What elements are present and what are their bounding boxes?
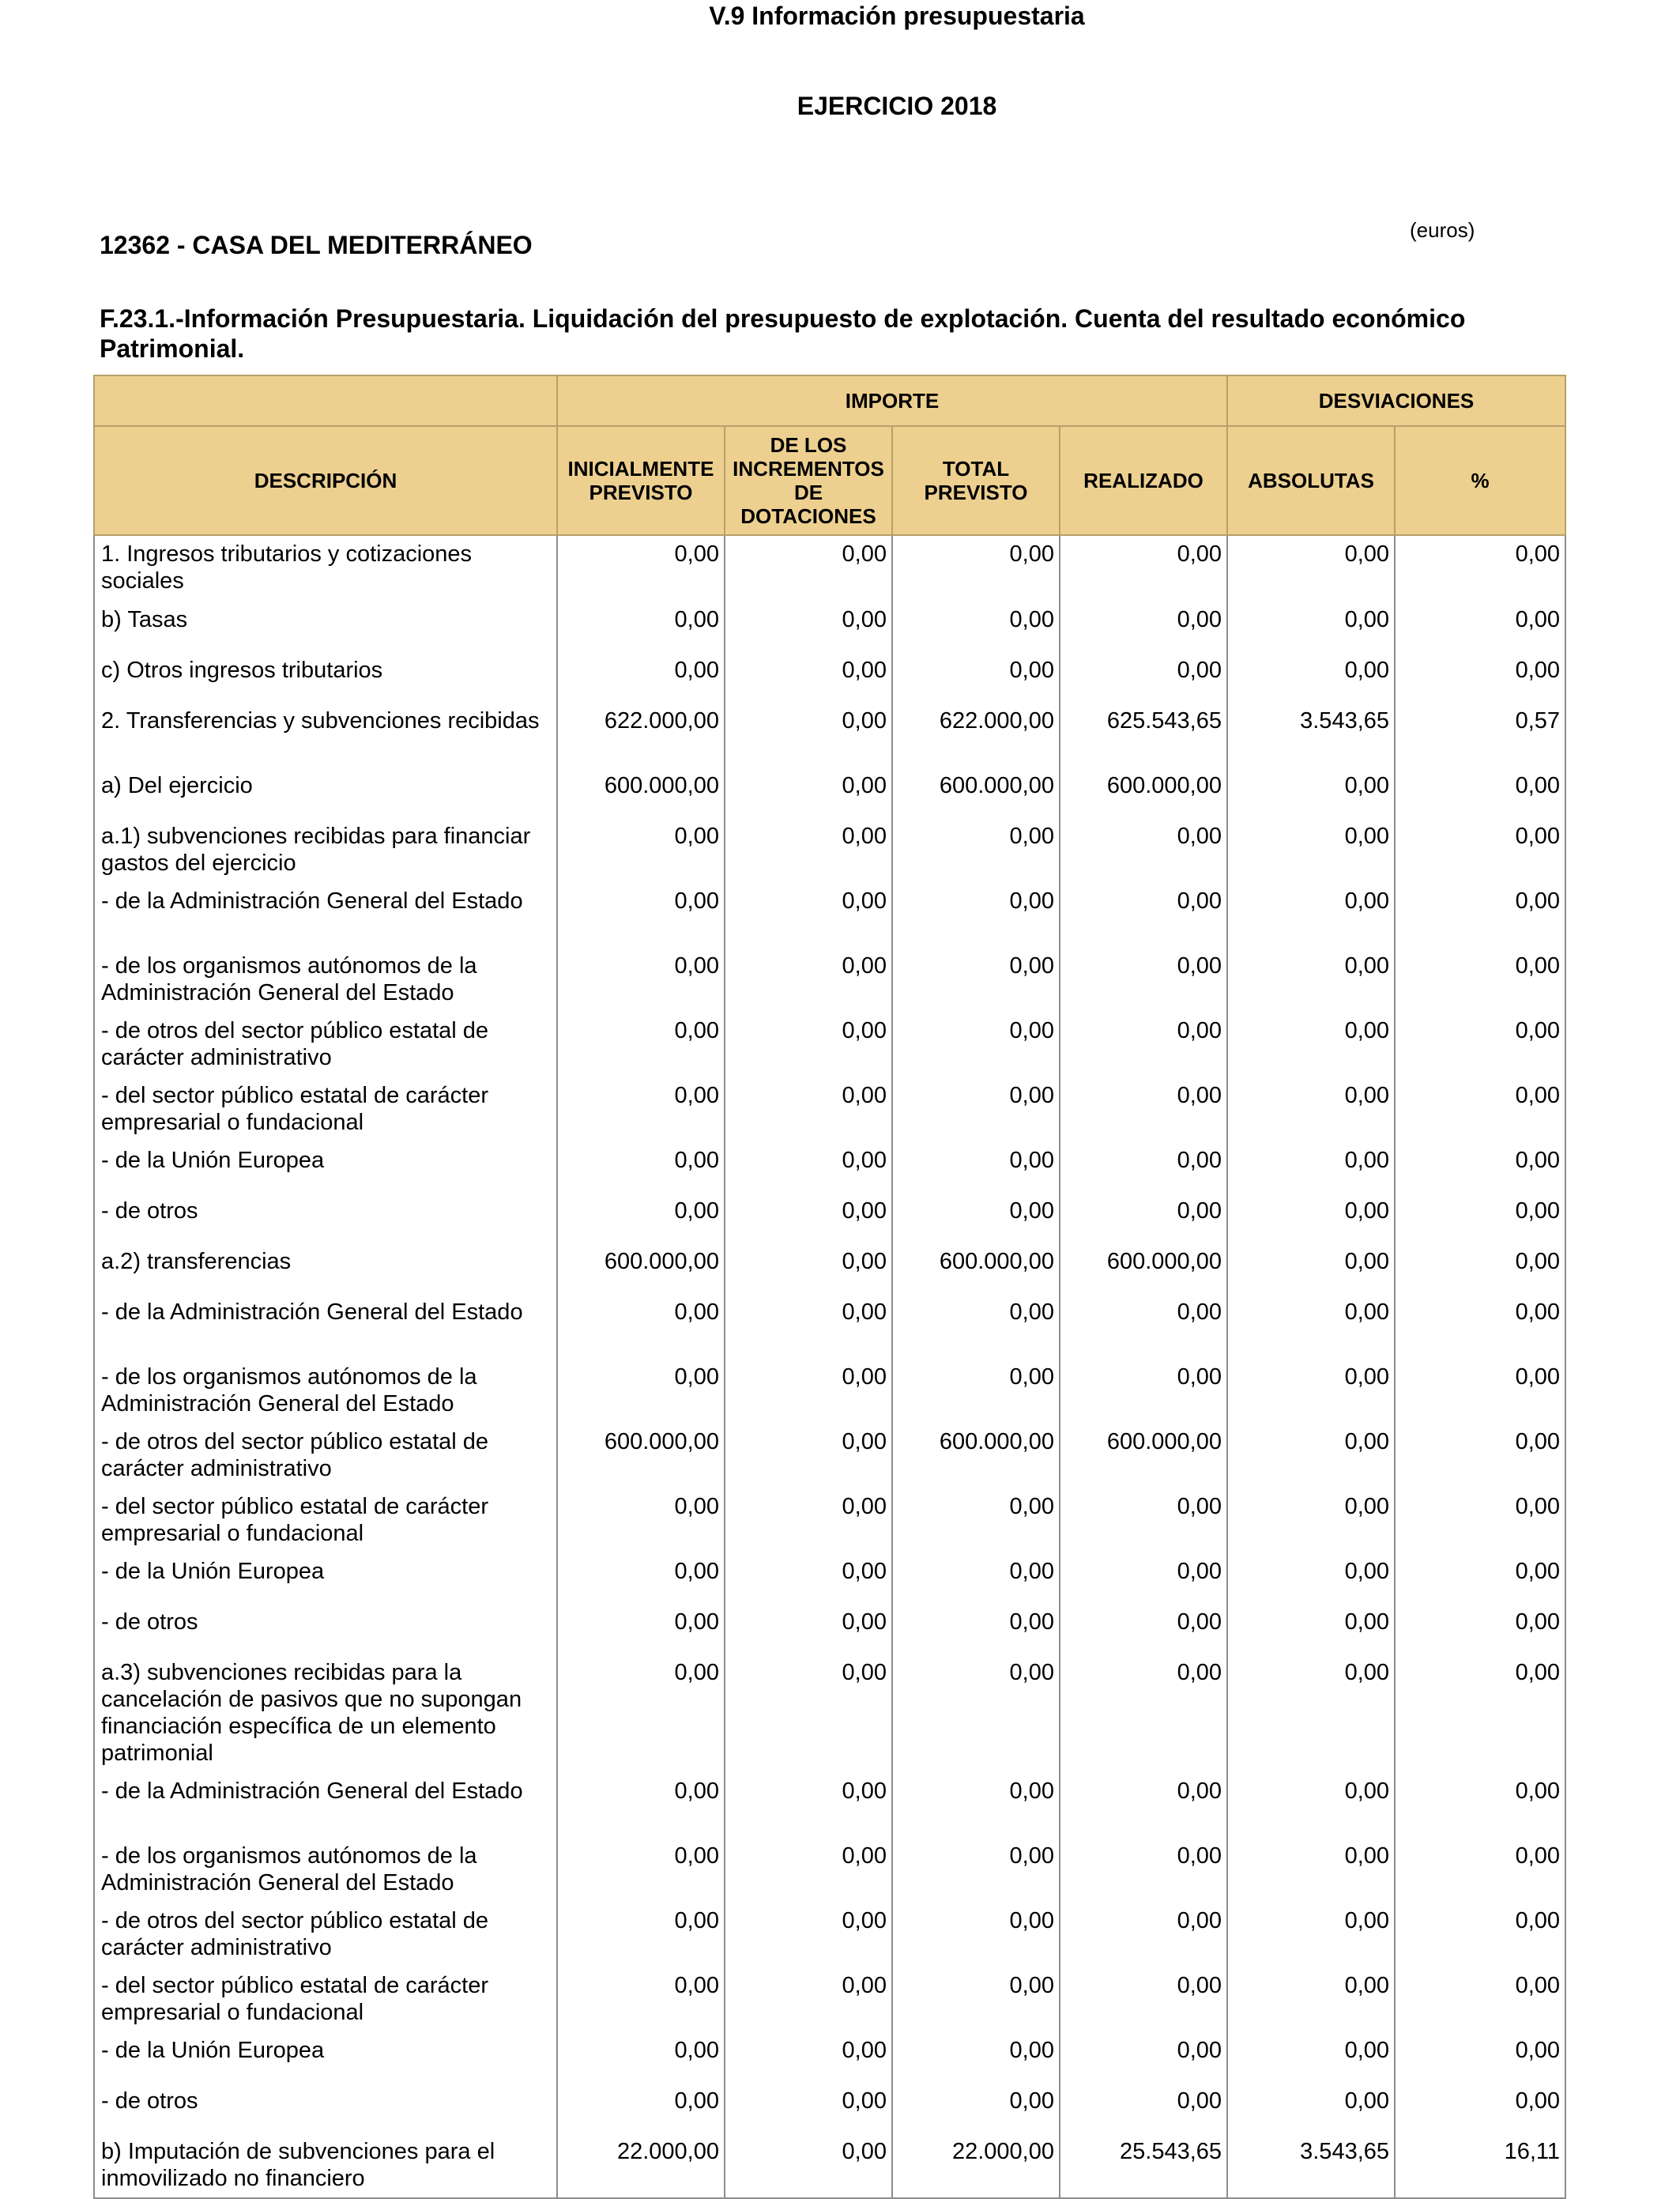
- cell-absolutas: 0,00: [1227, 1967, 1395, 2032]
- cell-incrementos-dotaciones: 0,00: [725, 1553, 892, 1604]
- cell-total-previsto: 0,00: [892, 1013, 1060, 1077]
- row-description: - de la Unión Europea: [94, 1553, 557, 1604]
- cell-absolutas: 0,00: [1227, 883, 1395, 948]
- budget-table: [93, 375, 1566, 2199]
- row-description: a) Del ejercicio: [94, 768, 557, 818]
- table-row: [94, 1967, 1565, 2032]
- cell-incrementos-dotaciones: 0,00: [725, 2032, 892, 2083]
- cell-porcentaje: 0,00: [1395, 1077, 1565, 1142]
- cell-total-previsto: 0,00: [892, 602, 1060, 652]
- cell-incrementos-dotaciones: 0,00: [725, 948, 892, 1013]
- cell-inicialmente-previsto: 0,00: [557, 1604, 725, 1654]
- cell-absolutas: 0,00: [1227, 1424, 1395, 1488]
- row-description: - del sector público estatal de carácter empresarial o fundacional: [94, 1488, 557, 1553]
- row-description: - de la Administración General del Estado: [94, 883, 557, 948]
- cell-porcentaje: 0,00: [1395, 1773, 1565, 1838]
- cell-realizado: 0,00: [1060, 1077, 1227, 1142]
- cell-total-previsto: 0,00: [892, 1654, 1060, 1773]
- cell-total-previsto: 0,00: [892, 1967, 1060, 2032]
- row-description: - de otros del sector público estatal de carácter administrativo: [94, 1424, 557, 1488]
- cell-realizado: 600.000,00: [1060, 1243, 1227, 1294]
- cell-porcentaje: 0,00: [1395, 818, 1565, 883]
- cell-porcentaje: 0,00: [1395, 535, 1565, 602]
- cell-inicialmente-previsto: 0,00: [557, 1553, 725, 1604]
- row-description: - de otros del sector público estatal de carácter administrativo: [94, 1013, 557, 1077]
- cell-total-previsto: 0,00: [892, 652, 1060, 703]
- table-row: [94, 1838, 1565, 1903]
- table-row: [94, 1142, 1565, 1193]
- row-description: - de la Administración General del Estado: [94, 1294, 557, 1359]
- row-description: - de otros: [94, 1193, 557, 1243]
- cell-inicialmente-previsto: 0,00: [557, 1838, 725, 1903]
- cell-inicialmente-previsto: 0,00: [557, 1967, 725, 2032]
- cell-incrementos-dotaciones: 0,00: [725, 1142, 892, 1193]
- cell-porcentaje: 0,00: [1395, 768, 1565, 818]
- table-row: [94, 1359, 1565, 1424]
- table-row: [94, 2032, 1565, 2083]
- cell-absolutas: 0,00: [1227, 1553, 1395, 1604]
- cell-realizado: 600.000,00: [1060, 1424, 1227, 1488]
- table-row: [94, 1013, 1565, 1077]
- cell-inicialmente-previsto: 0,00: [557, 1359, 725, 1424]
- cell-total-previsto: 0,00: [892, 1359, 1060, 1424]
- cell-inicialmente-previsto: 0,00: [557, 1488, 725, 1553]
- table-row: [94, 818, 1565, 883]
- cell-absolutas: 3.543,65: [1227, 703, 1395, 768]
- header-absolutas: ABSOLUTAS: [1227, 426, 1395, 535]
- cell-incrementos-dotaciones: 0,00: [725, 535, 892, 602]
- cell-absolutas: 0,00: [1227, 1077, 1395, 1142]
- cell-incrementos-dotaciones: 0,00: [725, 1359, 892, 1424]
- row-description: - de otros: [94, 1604, 557, 1654]
- header-desviaciones: DESVIACIONES: [1227, 375, 1565, 426]
- cell-porcentaje: 0,00: [1395, 652, 1565, 703]
- cell-porcentaje: 0,00: [1395, 1359, 1565, 1424]
- row-description: - de los organismos autónomos de la Administración General del Estado: [94, 948, 557, 1013]
- table-row: [94, 703, 1565, 768]
- cell-realizado: 0,00: [1060, 652, 1227, 703]
- cell-realizado: 0,00: [1060, 2083, 1227, 2133]
- cell-realizado: 0,00: [1060, 1604, 1227, 1654]
- header-realizado: REALIZADO: [1060, 426, 1227, 535]
- table-body: [94, 535, 1565, 2198]
- cell-total-previsto: 0,00: [892, 1604, 1060, 1654]
- cell-inicialmente-previsto: 0,00: [557, 1654, 725, 1773]
- cell-inicialmente-previsto: 0,00: [557, 818, 725, 883]
- table-row: [94, 1903, 1565, 1967]
- units-label: (euros): [1410, 218, 1475, 242]
- cell-total-previsto: 622.000,00: [892, 703, 1060, 768]
- row-description: 1. Ingresos tributarios y cotizaciones sociales: [94, 535, 557, 602]
- row-description: b) Tasas: [94, 602, 557, 652]
- cell-porcentaje: 0,00: [1395, 1553, 1565, 1604]
- cell-incrementos-dotaciones: 0,00: [725, 1604, 892, 1654]
- cell-realizado: 0,00: [1060, 948, 1227, 1013]
- cell-inicialmente-previsto: 0,00: [557, 883, 725, 948]
- row-description: - de otros del sector público estatal de carácter administrativo: [94, 1903, 557, 1967]
- cell-total-previsto: 0,00: [892, 1193, 1060, 1243]
- cell-realizado: 625.543,65: [1060, 703, 1227, 768]
- cell-realizado: 600.000,00: [1060, 768, 1227, 818]
- cell-porcentaje: 0,00: [1395, 2083, 1565, 2133]
- cell-incrementos-dotaciones: 0,00: [725, 1773, 892, 1838]
- cell-absolutas: 0,00: [1227, 1838, 1395, 1903]
- cell-porcentaje: 0,00: [1395, 1654, 1565, 1773]
- cell-porcentaje: 0,00: [1395, 1604, 1565, 1654]
- cell-inicialmente-previsto: 0,00: [557, 1773, 725, 1838]
- cell-inicialmente-previsto: 0,00: [557, 1013, 725, 1077]
- row-description: - de otros: [94, 2083, 557, 2133]
- table-row: [94, 1243, 1565, 1294]
- cell-absolutas: 0,00: [1227, 818, 1395, 883]
- cell-incrementos-dotaciones: 0,00: [725, 652, 892, 703]
- cell-absolutas: 0,00: [1227, 602, 1395, 652]
- cell-porcentaje: 0,00: [1395, 1243, 1565, 1294]
- cell-total-previsto: 0,00: [892, 1488, 1060, 1553]
- cell-incrementos-dotaciones: 0,00: [725, 2083, 892, 2133]
- cell-total-previsto: 0,00: [892, 535, 1060, 602]
- cell-realizado: 0,00: [1060, 1654, 1227, 1773]
- cell-realizado: 0,00: [1060, 1193, 1227, 1243]
- cell-porcentaje: 0,57: [1395, 703, 1565, 768]
- cell-porcentaje: 0,00: [1395, 2032, 1565, 2083]
- cell-absolutas: 0,00: [1227, 768, 1395, 818]
- cell-absolutas: 0,00: [1227, 2032, 1395, 2083]
- cell-porcentaje: 0,00: [1395, 883, 1565, 948]
- header-total-previsto: TOTAL PREVISTO: [892, 426, 1060, 535]
- cell-porcentaje: 0,00: [1395, 1488, 1565, 1553]
- cell-absolutas: 0,00: [1227, 1773, 1395, 1838]
- cell-inicialmente-previsto: 600.000,00: [557, 1243, 725, 1294]
- cell-inicialmente-previsto: 22.000,00: [557, 2133, 725, 2198]
- cell-inicialmente-previsto: 0,00: [557, 1077, 725, 1142]
- table-row: [94, 948, 1565, 1013]
- row-description: a.1) subvenciones recibidas para financiar gastos del ejercicio: [94, 818, 557, 883]
- cell-porcentaje: 0,00: [1395, 1193, 1565, 1243]
- row-description: - de la Unión Europea: [94, 2032, 557, 2083]
- row-description: - de los organismos autónomos de la Administración General del Estado: [94, 1359, 557, 1424]
- cell-porcentaje: 0,00: [1395, 1013, 1565, 1077]
- header-incrementos-dotaciones: DE LOS INCREMENTOS DE DOTACIONES: [725, 426, 892, 535]
- cell-inicialmente-previsto: 600.000,00: [557, 1424, 725, 1488]
- table-row: [94, 1553, 1565, 1604]
- cell-total-previsto: 0,00: [892, 2083, 1060, 2133]
- cell-porcentaje: 0,00: [1395, 1903, 1565, 1967]
- table-row: [94, 1193, 1565, 1243]
- cell-incrementos-dotaciones: 0,00: [725, 1903, 892, 1967]
- cell-absolutas: 0,00: [1227, 2083, 1395, 2133]
- cell-absolutas: 0,00: [1227, 535, 1395, 602]
- cell-incrementos-dotaciones: 0,00: [725, 703, 892, 768]
- cell-inicialmente-previsto: 0,00: [557, 652, 725, 703]
- cell-inicialmente-previsto: 0,00: [557, 948, 725, 1013]
- cell-total-previsto: 0,00: [892, 948, 1060, 1013]
- cell-realizado: 0,00: [1060, 2032, 1227, 2083]
- cell-realizado: 0,00: [1060, 1967, 1227, 2032]
- table-header: [94, 375, 1565, 535]
- cell-incrementos-dotaciones: 0,00: [725, 1294, 892, 1359]
- cell-realizado: 0,00: [1060, 1773, 1227, 1838]
- table-row: [94, 2133, 1565, 2198]
- cell-absolutas: 0,00: [1227, 1359, 1395, 1424]
- cell-realizado: 0,00: [1060, 818, 1227, 883]
- cell-total-previsto: 0,00: [892, 818, 1060, 883]
- table-title: F.23.1.-Información Presupuestaria. Liquidación del presupuesto de explotación. Cuenta del resultado económico Patrimonial.: [100, 304, 1466, 363]
- cell-absolutas: 0,00: [1227, 1243, 1395, 1294]
- table-row: [94, 652, 1565, 703]
- cell-absolutas: 3.543,65: [1227, 2133, 1395, 2198]
- cell-incrementos-dotaciones: 0,00: [725, 1654, 892, 1773]
- cell-inicialmente-previsto: 0,00: [557, 535, 725, 602]
- cell-inicialmente-previsto: 0,00: [557, 2032, 725, 2083]
- cell-porcentaje: 0,00: [1395, 602, 1565, 652]
- row-description: - del sector público estatal de carácter empresarial o fundacional: [94, 1967, 557, 2032]
- cell-absolutas: 0,00: [1227, 652, 1395, 703]
- cell-absolutas: 0,00: [1227, 1193, 1395, 1243]
- cell-porcentaje: 0,00: [1395, 1838, 1565, 1903]
- section-title: V.9 Información presupuestaria: [709, 2, 1085, 30]
- table-row: [94, 1773, 1565, 1838]
- cell-inicialmente-previsto: 0,00: [557, 1142, 725, 1193]
- cell-realizado: 0,00: [1060, 1142, 1227, 1193]
- cell-total-previsto: 0,00: [892, 1294, 1060, 1359]
- cell-incrementos-dotaciones: 0,00: [725, 602, 892, 652]
- table-row: [94, 1077, 1565, 1142]
- row-description: a.2) transferencias: [94, 1243, 557, 1294]
- cell-porcentaje: 16,11: [1395, 2133, 1565, 2198]
- cell-absolutas: 0,00: [1227, 1488, 1395, 1553]
- cell-incrementos-dotaciones: 0,00: [725, 883, 892, 948]
- cell-inicialmente-previsto: 0,00: [557, 1193, 725, 1243]
- cell-incrementos-dotaciones: 0,00: [725, 1013, 892, 1077]
- cell-inicialmente-previsto: 0,00: [557, 602, 725, 652]
- cell-realizado: 0,00: [1060, 1013, 1227, 1077]
- cell-realizado: 0,00: [1060, 883, 1227, 948]
- cell-porcentaje: 0,00: [1395, 1142, 1565, 1193]
- cell-incrementos-dotaciones: 0,00: [725, 1193, 892, 1243]
- table-row: [94, 535, 1565, 602]
- cell-total-previsto: 22.000,00: [892, 2133, 1060, 2198]
- header-blank: [94, 375, 557, 426]
- cell-realizado: 25.543,65: [1060, 2133, 1227, 2198]
- cell-total-previsto: 0,00: [892, 1838, 1060, 1903]
- table-row: [94, 1604, 1565, 1654]
- cell-incrementos-dotaciones: 0,00: [725, 1243, 892, 1294]
- cell-incrementos-dotaciones: 0,00: [725, 1424, 892, 1488]
- row-description: b) Imputación de subvenciones para el inmovilizado no financiero: [94, 2133, 557, 2198]
- cell-realizado: 0,00: [1060, 602, 1227, 652]
- header-descripcion: DESCRIPCIÓN: [94, 426, 557, 535]
- cell-realizado: 0,00: [1060, 1838, 1227, 1903]
- cell-absolutas: 0,00: [1227, 1654, 1395, 1773]
- cell-inicialmente-previsto: 600.000,00: [557, 768, 725, 818]
- header-importe: IMPORTE: [557, 375, 1227, 426]
- cell-total-previsto: 0,00: [892, 1142, 1060, 1193]
- cell-total-previsto: 0,00: [892, 1773, 1060, 1838]
- cell-absolutas: 0,00: [1227, 1142, 1395, 1193]
- header-porcentaje: %: [1395, 426, 1565, 535]
- cell-total-previsto: 0,00: [892, 1077, 1060, 1142]
- cell-total-previsto: 600.000,00: [892, 768, 1060, 818]
- cell-incrementos-dotaciones: 0,00: [725, 818, 892, 883]
- row-description: - de la Administración General del Estado: [94, 1773, 557, 1838]
- exercise-year: EJERCICIO 2018: [797, 92, 997, 120]
- cell-incrementos-dotaciones: 0,00: [725, 2133, 892, 2198]
- cell-total-previsto: 0,00: [892, 2032, 1060, 2083]
- cell-total-previsto: 0,00: [892, 1903, 1060, 1967]
- cell-realizado: 0,00: [1060, 1903, 1227, 1967]
- entity-name: 12362 - CASA DEL MEDITERRÁNEO: [100, 231, 533, 259]
- row-description: a.3) subvenciones recibidas para la cancelación de pasivos que no supongan financiación específica de un elemento patrimonial: [94, 1654, 557, 1773]
- cell-inicialmente-previsto: 0,00: [557, 1294, 725, 1359]
- row-description: - de los organismos autónomos de la Administración General del Estado: [94, 1838, 557, 1903]
- cell-absolutas: 0,00: [1227, 948, 1395, 1013]
- cell-total-previsto: 600.000,00: [892, 1243, 1060, 1294]
- cell-porcentaje: 0,00: [1395, 1967, 1565, 2032]
- table-row: [94, 1424, 1565, 1488]
- cell-inicialmente-previsto: 0,00: [557, 2083, 725, 2133]
- cell-realizado: 0,00: [1060, 1359, 1227, 1424]
- cell-absolutas: 0,00: [1227, 1604, 1395, 1654]
- cell-incrementos-dotaciones: 0,00: [725, 1488, 892, 1553]
- cell-incrementos-dotaciones: 0,00: [725, 1077, 892, 1142]
- cell-absolutas: 0,00: [1227, 1013, 1395, 1077]
- cell-realizado: 0,00: [1060, 1294, 1227, 1359]
- cell-total-previsto: 0,00: [892, 883, 1060, 948]
- table-row: [94, 2083, 1565, 2133]
- table-row: [94, 1654, 1565, 1773]
- cell-incrementos-dotaciones: 0,00: [725, 768, 892, 818]
- cell-realizado: 0,00: [1060, 1488, 1227, 1553]
- table-row: [94, 1294, 1565, 1359]
- cell-inicialmente-previsto: 622.000,00: [557, 703, 725, 768]
- table-row: [94, 1488, 1565, 1553]
- cell-incrementos-dotaciones: 0,00: [725, 1838, 892, 1903]
- row-description: c) Otros ingresos tributarios: [94, 652, 557, 703]
- cell-total-previsto: 600.000,00: [892, 1424, 1060, 1488]
- cell-realizado: 0,00: [1060, 535, 1227, 602]
- table-row: [94, 768, 1565, 818]
- cell-absolutas: 0,00: [1227, 1903, 1395, 1967]
- cell-absolutas: 0,00: [1227, 1294, 1395, 1359]
- cell-porcentaje: 0,00: [1395, 948, 1565, 1013]
- cell-porcentaje: 0,00: [1395, 1424, 1565, 1488]
- table-row: [94, 883, 1565, 948]
- row-description: - de la Unión Europea: [94, 1142, 557, 1193]
- row-description: 2. Transferencias y subvenciones recibidas: [94, 703, 557, 768]
- cell-realizado: 0,00: [1060, 1553, 1227, 1604]
- table-row: [94, 602, 1565, 652]
- row-description: - del sector público estatal de carácter empresarial o fundacional: [94, 1077, 557, 1142]
- cell-total-previsto: 0,00: [892, 1553, 1060, 1604]
- cell-inicialmente-previsto: 0,00: [557, 1903, 725, 1967]
- header-inicialmente-previsto: INICIALMENTE PREVISTO: [557, 426, 725, 535]
- cell-incrementos-dotaciones: 0,00: [725, 1967, 892, 2032]
- cell-porcentaje: 0,00: [1395, 1294, 1565, 1359]
